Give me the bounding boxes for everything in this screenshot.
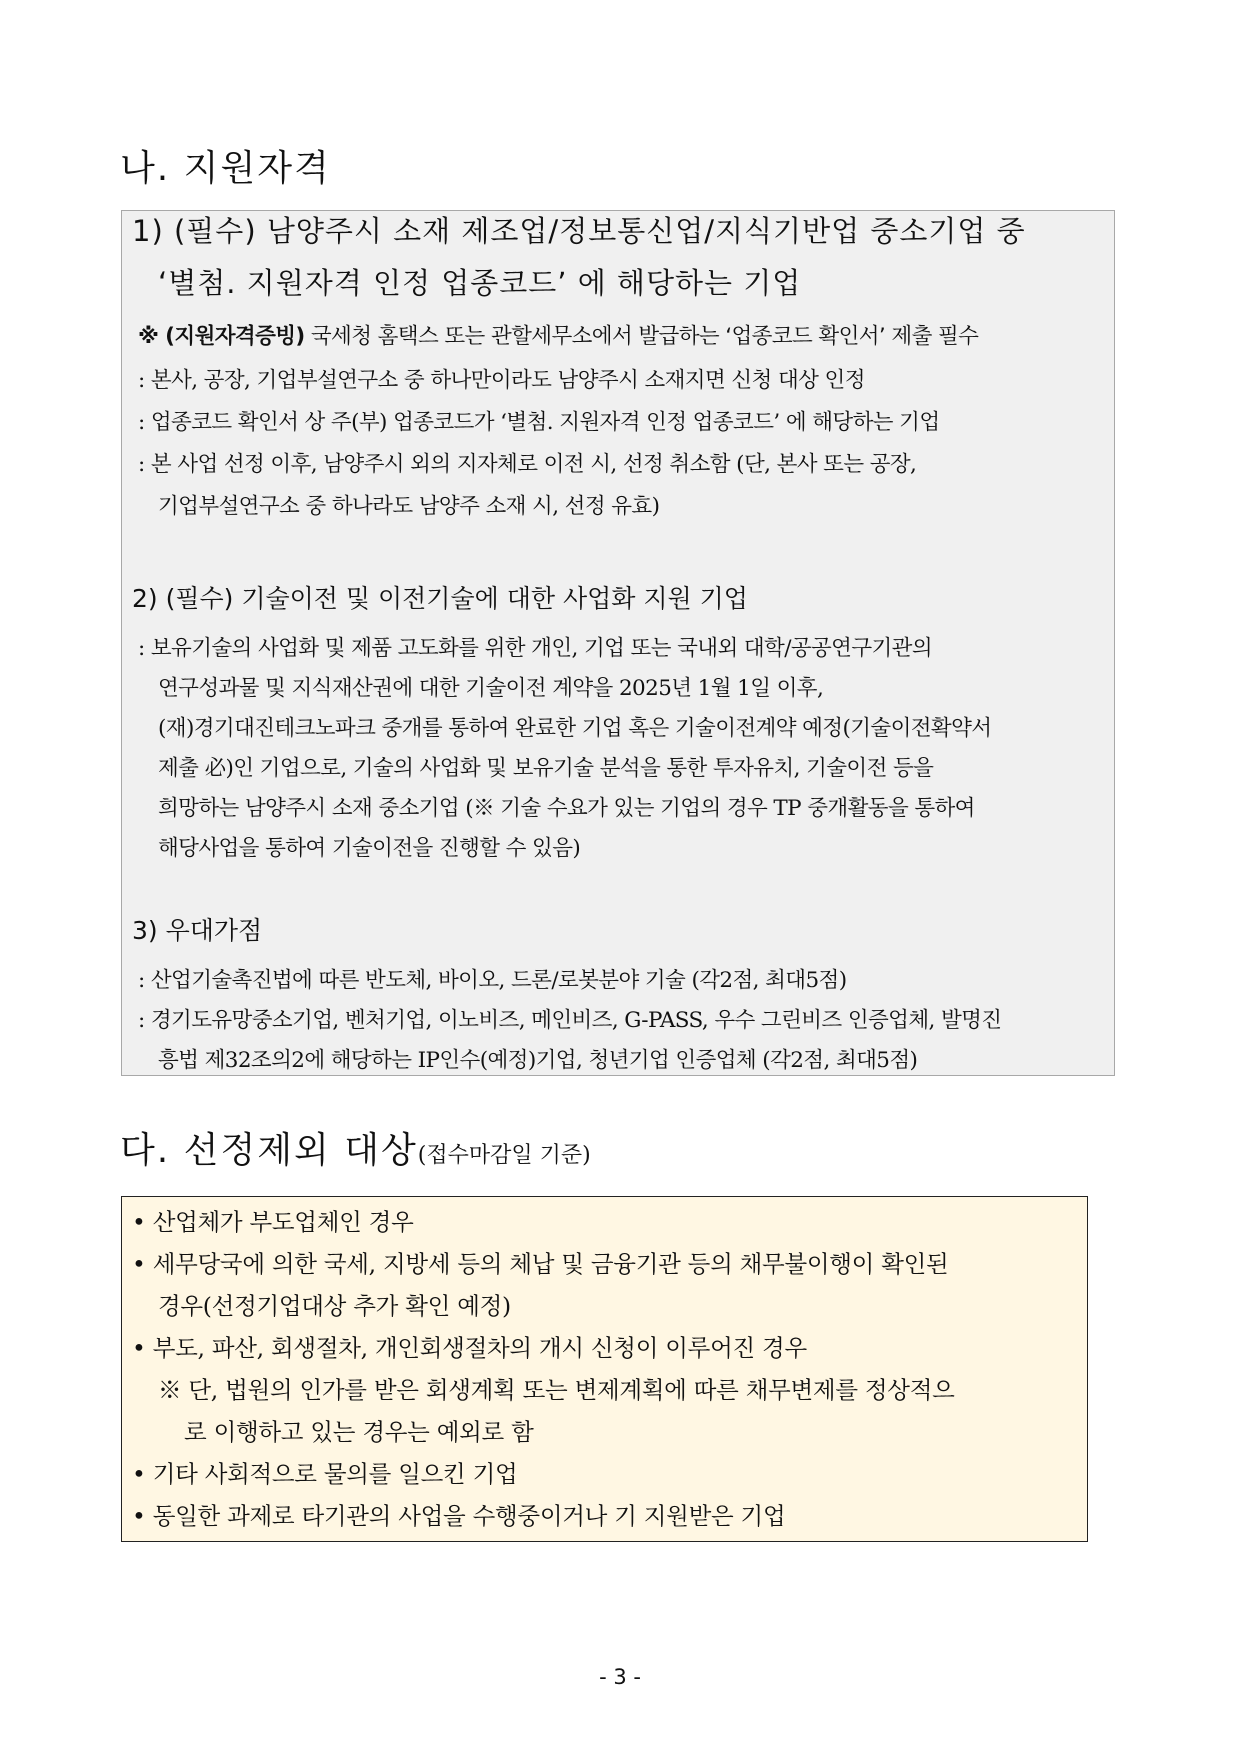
exclusion-item: • 부도, 파산, 회생절차, 개인회생절차의 개시 신청이 이루어진 경우 [132,1334,807,1362]
note-label: ※ (지원자격증빙) [138,324,305,349]
item1-title-line2: ‘별첨. 지원자격 인정 업종코드’ 에 해당하는 기업 [158,266,802,300]
page-number: - 3 - [599,1665,641,1689]
item1-bullet-cont: 기업부설연구소 중 하나라도 남양주 소재 시, 선정 유효) [158,494,660,519]
exclusion-item: • 기타 사회적으로 물의를 일으킨 기업 [132,1460,518,1488]
bullet-icon: • [132,1250,146,1278]
exclusion-item: • 동일한 과제로 타기관의 사업을 수행중이거나 기 지원받은 기업 [132,1502,786,1530]
bullet-icon: • [132,1208,146,1236]
item2-line: 해당사업을 통하여 기술이전을 진행할 수 있음) [158,836,581,861]
bullet-icon: • [132,1460,146,1488]
exclusion-item: • 세무당국에 의한 국세, 지방세 등의 체납 및 금융기관 등의 채무불이행이 확인된 [132,1250,949,1278]
item1-note [138,319,978,350]
exclusion-note-cont: 로 이행하고 있는 경우는 예외로 함 [184,1418,534,1446]
exclusions-subtitle: (접수마감일 기준) [417,1143,591,1168]
exclusions-box [121,1196,1088,1542]
item3-line: 흥법 제32조의2에 해당하는 IP인수(예정)기업, 청년기업 인증업체 (각2점, 최대5점) [158,1048,918,1073]
item1-title-line1: 1) (필수) 남양주시 소재 제조업/정보통신업/지식기반업 중소기업 중 [132,214,1026,248]
item2-line: (재)경기대진테크노파크 중개를 통하여 완료한 기업 혹은 기술이전계약 예정(기술이전확약서 [158,716,992,741]
item1-bullet: : 업종코드 확인서 상 주(부) 업종코드가 ‘별첨. 지원자격 인정 업종코드’ 에 해당하는 기업 [138,410,940,435]
exclusion-item: • 산업체가 부도업체인 경우 [132,1208,414,1236]
item1-bullet: : 본사, 공장, 기업부설연구소 중 하나만이라도 남양주시 소재지면 신청 대상 인정 [138,368,865,393]
note-text: 국세청 홈택스 또는 관할세무소에서 발급하는 ‘업종코드 확인서’ 제출 필수 [304,324,979,349]
item2-line: : 보유기술의 사업화 및 제품 고도화를 위한 개인, 기업 또는 국내외 대학/공공연구기관의 [138,636,933,661]
item2-line: 제출 必)인 기업으로, 기술의 사업화 및 보유기술 분석을 통한 투자유치, 기술이전 등을 [158,756,934,781]
item3-line: : 경기도유망중소기업, 벤처기업, 이노비즈, 메인비즈, G-PASS, 우수 그린비즈 인증업체, 발명진 [138,1008,1002,1033]
exclusion-note: ※ 단, 법원의 인가를 받은 회생계획 또는 변제계획에 따른 채무변제를 정상적으 [158,1376,955,1404]
item2-line: 연구성과물 및 지식재산권에 대한 기술이전 계약을 2025년 1월 1일 이후, [158,676,824,701]
eligibility-box [121,210,1115,1076]
section-title-exclusions [120,1122,591,1173]
item2-title: 2) (필수) 기술이전 및 이전기술에 대한 사업화 지원 기업 [132,584,748,613]
item3-line: : 산업기술촉진법에 따른 반도체, 바이오, 드론/로봇분야 기술 (각2점, 최대5점) [138,968,847,993]
exclusion-item-cont: 경우(선정기업대상 추가 확인 예정) [158,1292,511,1320]
section-title-eligibility: 나. 지원자격 [120,148,331,189]
item1-bullet: : 본 사업 선정 이후, 남양주시 외의 지자체로 이전 시, 선정 취소함 (단, 본사 또는 공장, [138,452,917,477]
bullet-icon: • [132,1334,146,1362]
bullet-icon: • [132,1502,146,1530]
item3-title: 3) 우대가점 [132,916,263,945]
item2-line: 희망하는 남양주시 소재 중소기업 (※ 기술 수요가 있는 기업의 경우 TP 중개활동을 통하여 [158,796,975,821]
exclusions-title: 다. 선정제외 대상 [120,1130,418,1171]
